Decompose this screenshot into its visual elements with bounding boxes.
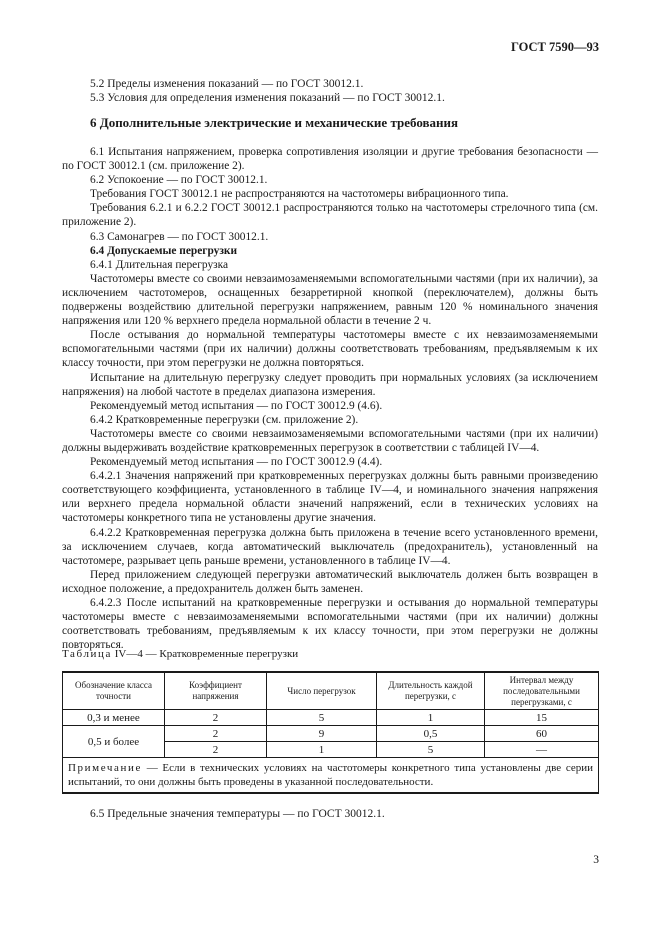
cell-accuracy-class: 0,3 и менее <box>63 710 165 726</box>
table-note-label: Примечание <box>68 762 142 774</box>
cell-overload-duration: 0,5 <box>377 726 485 742</box>
clause-6-2-note-b: Требования 6.2.1 и 6.2.2 ГОСТ 30012.1 распространяются только на частотомеры стрелочного типа (см. приложение 2). <box>62 202 598 229</box>
cell-voltage-factor: 2 <box>165 710 267 726</box>
clause-6-4-1-text-c: Испытание на длительную перегрузку следует проводить при нормальных условиях (за исключением напряжения) на любой частоте в пределах диапазона измерения. <box>62 371 598 398</box>
clause-6-1: 6.1 Испытания напряжением, проверка сопротивления изоляции и другие требования безопасности — по ГОСТ 30012.1 (см. приложение 2). <box>62 146 598 173</box>
header-overload-count: Число перегрузок <box>267 672 377 710</box>
clause-6-4-1-text-b: После остывания до нормальной температуры частотомеры вместе с их невзаимозаменяемыми вспомогательными частями (при их наличии) должны соответствовать требованиям, предъявляемым к их классу точности, при этом перегрузки не должна повторяться. <box>62 329 598 370</box>
header-voltage-factor: Коэффициент напряжения <box>165 672 267 710</box>
clause-6-4-2-3: 6.4.2.3 После испытаний на кратковременные перегрузки и остывания до нормальной температуры частотомеры вместе с невзаимозаменяемыми вспомогательными частями (при их наличии) должны соответствовать требованиям, предъявляемым к их классу точности, при этом перегрузки не должны повторяться. <box>62 597 598 652</box>
table-header-row <box>63 672 599 710</box>
cell-overload-duration: 1 <box>377 710 485 726</box>
cell-voltage-factor: 2 <box>165 726 267 742</box>
cell-overload-interval: — <box>485 742 599 758</box>
header-overload-interval: Интервал между последовательными перегрузками, с <box>485 672 599 710</box>
table-row <box>63 726 599 742</box>
clause-6-4-2-heading: 6.4.2 Кратковременные перегрузки (см. приложение 2). <box>90 413 359 426</box>
clause-6-4-1-heading: 6.4.1 Длительная перегрузка <box>90 258 229 271</box>
table-caption <box>62 648 298 660</box>
cell-voltage-factor: 2 <box>165 742 267 758</box>
table-note-row <box>63 758 599 794</box>
cell-overload-count: 5 <box>267 710 377 726</box>
clause-6-4-heading: 6.4 Допускаемые перегрузки <box>90 244 238 257</box>
clause-6-2: 6.2 Успокоение — по ГОСТ 30012.1. <box>90 174 268 187</box>
table-caption-label: Таблица <box>62 648 112 660</box>
clause-6-2-note-a: Требования ГОСТ 30012.1 не распространяются на частотомеры вибрационного типа. <box>90 188 509 201</box>
cell-overload-interval: 60 <box>485 726 599 742</box>
cell-overload-duration: 5 <box>377 742 485 758</box>
clause-6-4-2-text: Частотомеры вместе со своими невзаимозаменяемыми вспомогательными частями (при их наличии) должны выдерживать воздействие кратковременных перегрузок в соответствии с таблицей IV—4. <box>62 427 598 454</box>
cell-overload-count: 9 <box>267 726 377 742</box>
clause-6-5: 6.5 Предельные значения температуры — по ГОСТ 30012.1. <box>90 808 385 820</box>
header-accuracy-class: Обозначение класса точности <box>63 672 165 710</box>
table-caption-title: IV—4 — Кратковременные перегрузки <box>112 648 299 660</box>
clause-5-2: 5.2 Пределы изменения показаний — по ГОСТ 30012.1. <box>90 78 364 90</box>
overload-table <box>62 671 599 794</box>
body-text <box>62 145 598 652</box>
table-row <box>63 710 599 726</box>
table-note-text: — Если в технических условиях на частотомеры конкретного типа установлены две серии испытаний, то они должны быть проведены в указанной последовательности. <box>68 762 593 788</box>
cell-overload-interval: 15 <box>485 710 599 726</box>
clause-6-4-2-method: Рекомендуемый метод испытания — по ГОСТ 30012.9 (4.4). <box>90 456 383 469</box>
clause-6-3: 6.3 Самонагрев — по ГОСТ 30012.1. <box>90 230 269 243</box>
table-note <box>63 758 599 794</box>
header-overload-duration: Длительность каждой перегрузки, с <box>377 672 485 710</box>
clause-6-4-2-1: 6.4.2.1 Значения напряжений при кратковременных перегрузках должны быть равными произведению соответствующего коэффициента, установленного в таблице IV—4, и номинального значения напряжения или верхнего предела нормальной области значений напряжений, если в технических условиях на частотомеры конкретного типа не установлены другие значения. <box>62 470 598 525</box>
cell-accuracy-class: 0,5 и более <box>63 726 165 758</box>
clause-6-4-2-2: 6.4.2.2 Кратковременная перегрузка должна быть приложена в течение всего установленного времени, за исключением случаев, когда автоматический выключатель (предохранитель), установленный на частотомере, разрывает цепь раньше времени, установленного в таблице IV—4. <box>62 526 598 567</box>
clause-6-4-2-2-note: Перед приложением следующей перегрузки автоматический выключатель должен быть возвращен в исходное положение, а предохранитель должен быть заменен. <box>62 568 598 595</box>
page-number: 3 <box>593 854 599 866</box>
clause-6-4-1-method: Рекомендуемый метод испытания — по ГОСТ 30012.9 (4.6). <box>90 399 383 412</box>
clause-5-3: 5.3 Условия для определения изменения показаний — по ГОСТ 30012.1. <box>90 92 445 104</box>
clause-6-4-1-text-a: Частотомеры вместе со своими невзаимозаменяемыми вспомогательными частями (при их наличии), за исключением частотомеров, оснащенных безарретирной кнопкой (переключателем), должны быть подвержены воздействию длительной перегрузки напряжением, равным 120 % номинального значения напряжения или 120 % верхнего предела нормальной области в течение 2 ч. <box>62 272 598 328</box>
cell-overload-count: 1 <box>267 742 377 758</box>
section-title: 6 Дополнительные электрические и механические требования <box>90 115 459 130</box>
document-id: ГОСТ 7590—93 <box>510 40 599 54</box>
